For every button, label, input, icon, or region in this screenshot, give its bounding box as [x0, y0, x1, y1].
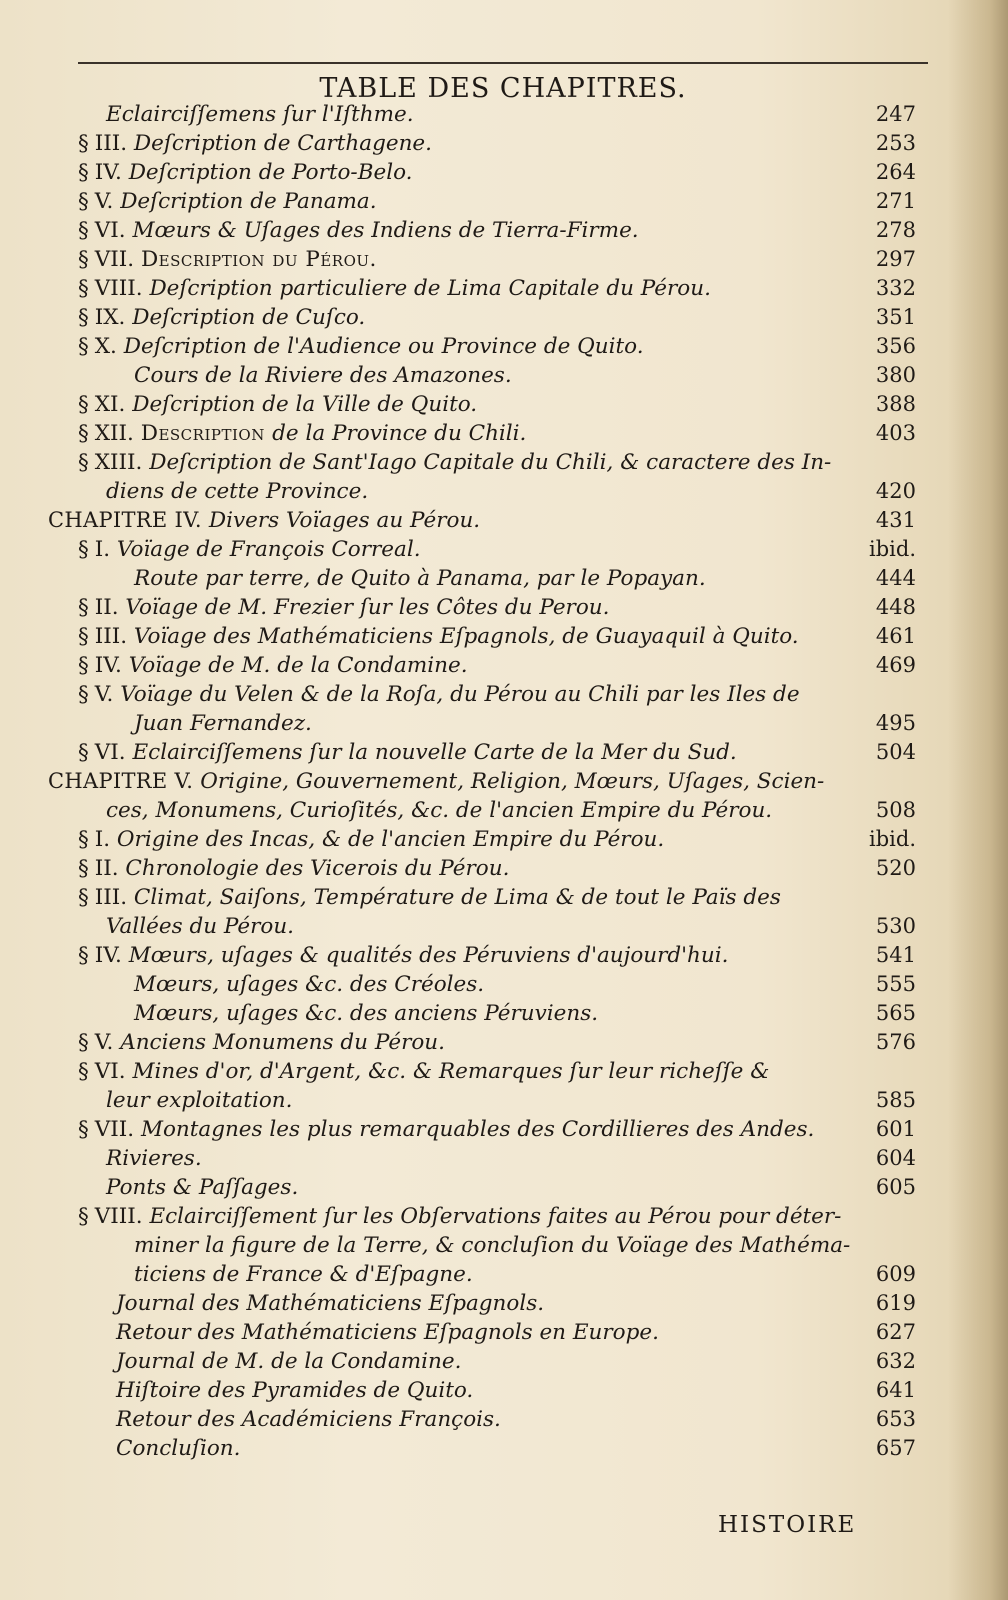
entry-text: Origine, Gouvernement, Religion, Mœurs, Uſages, Scien- [200, 769, 825, 794]
toc-entry [48, 1202, 916, 1231]
entry-text: Journal des Mathématiciens Eſpagnols. [116, 1291, 545, 1316]
section-number: X. [94, 334, 124, 359]
toc-entry-title [78, 216, 639, 245]
section-number: III. [94, 624, 134, 649]
toc-entry-title [106, 100, 414, 129]
small-caps-title: Description du Pérou. [140, 247, 377, 272]
section-number: III. [94, 885, 134, 910]
page-number: 653 [875, 1407, 916, 1431]
toc-entry [48, 100, 916, 129]
entry-text: Deſcription de Sant'Iago Capitale du Chili, & caractere des In- [149, 450, 832, 475]
toc-entry-title [78, 448, 831, 477]
entry-text: leur exploitation. [106, 1088, 293, 1113]
toc-entry [48, 999, 916, 1028]
toc-entry [48, 1144, 916, 1173]
small-caps-title: Description [140, 421, 273, 446]
page-number: 604 [875, 1146, 916, 1170]
page-number: 380 [875, 363, 916, 387]
toc-entry-title [78, 883, 781, 912]
page-number: 247 [875, 102, 916, 126]
entry-text: diens de cette Province. [106, 479, 369, 504]
page-number: 530 [875, 914, 916, 938]
toc-entry-title [78, 303, 365, 332]
entry-text: Climat, Saiſons, Température de Lima & de tout le Païs des [133, 885, 781, 910]
toc-entry [48, 1289, 916, 1318]
page-number: 641 [875, 1378, 916, 1402]
page-number: 504 [875, 740, 916, 764]
toc-entry [48, 564, 916, 593]
toc-entry-title [78, 274, 711, 303]
entry-text: Mines d'or, d'Argent, &c. & Remarques ſur leur richeſſe & [132, 1059, 770, 1084]
toc-entry [48, 1231, 916, 1260]
section-mark: § [78, 450, 89, 475]
toc-entry [48, 912, 916, 941]
section-number: III. [94, 131, 134, 156]
toc-entry-title [116, 1434, 240, 1463]
page-number: 351 [875, 305, 916, 329]
toc-entry-title [106, 477, 368, 506]
section-mark: § [78, 740, 89, 765]
entry-text: ces, Monumens, Curioſités, &c. de l'ancien Empire du Pérou. [106, 798, 773, 823]
page-number: 495 [875, 711, 916, 735]
page-number: ibid. [869, 537, 916, 561]
page-gutter-shadow [948, 0, 1008, 1600]
entry-text: Origine des Incas, & de l'ancien Empire du Pérou. [116, 827, 665, 852]
page-number: 632 [875, 1349, 916, 1373]
toc-entry [48, 419, 916, 448]
toc-entry [48, 767, 916, 796]
page-number: 619 [875, 1291, 916, 1315]
toc-entry-title [106, 1173, 298, 1202]
toc-entry-title [134, 709, 312, 738]
toc-entry [48, 970, 916, 999]
section-mark: § [78, 537, 89, 562]
toc-entry [48, 709, 916, 738]
section-number: IV. [94, 943, 129, 968]
toc-entry-title [116, 1376, 473, 1405]
entry-text: Ponts & Paſſages. [106, 1175, 299, 1200]
toc-entry [48, 1057, 916, 1086]
section-number: II. [94, 595, 126, 620]
entry-text: Voïage des Mathématiciens Eſpagnols, de Guayaquil à Quito. [133, 624, 799, 649]
entry-text: Divers Voïages au Pérou. [208, 508, 481, 533]
toc-entry [48, 390, 916, 419]
toc-entry-title [134, 1260, 473, 1289]
entry-text: Deſcription de Porto-Belo. [128, 160, 413, 185]
toc-entry-title [78, 419, 526, 448]
toc-entry-title [78, 332, 644, 361]
page-number: 332 [875, 276, 916, 300]
toc-entry [48, 1028, 916, 1057]
page-number: 297 [875, 247, 916, 271]
entry-text: Deſcription particuliere de Lima Capitale du Pérou. [149, 276, 711, 301]
section-mark: § [78, 421, 89, 446]
section-mark: § [78, 595, 89, 620]
page-number: ibid. [869, 827, 916, 851]
page-number: 278 [875, 218, 916, 242]
entry-text: Mœurs, uſages &c. des Créoles. [134, 972, 485, 997]
section-mark: § [78, 392, 89, 417]
toc-entry-title [116, 1347, 461, 1376]
toc-entry [48, 593, 916, 622]
page-number: 253 [875, 131, 916, 155]
section-mark: § [78, 247, 89, 272]
toc-entry [48, 941, 916, 970]
toc-entry-title [78, 158, 413, 187]
section-number: VII. [94, 247, 141, 272]
entry-text: Concluſion. [116, 1436, 241, 1461]
entry-text: Montagnes les plus remarquables des Cordillieres des Andes. [140, 1117, 815, 1142]
toc-entry [48, 1434, 916, 1463]
page-number: 469 [875, 653, 916, 677]
toc-entry [48, 883, 916, 912]
toc-entry-title [78, 738, 737, 767]
running-header [78, 62, 928, 104]
page-number: 627 [875, 1320, 916, 1344]
section-mark: § [78, 160, 89, 185]
toc-entry [48, 1260, 916, 1289]
toc-entry-title [106, 912, 294, 941]
toc-entry-title [78, 1028, 445, 1057]
entry-text: Chronologie des Vicerois du Pérou. [125, 856, 510, 881]
page-number: 576 [875, 1030, 916, 1054]
page-number: 444 [875, 566, 916, 590]
page-number: 609 [875, 1262, 916, 1286]
entry-text: Deſcription de Panama. [120, 189, 377, 214]
page-number: 565 [875, 1001, 916, 1025]
section-mark: § [78, 653, 89, 678]
toc-entry-title [78, 941, 728, 970]
section-mark: § [78, 885, 89, 910]
toc-entry [48, 680, 916, 709]
section-mark: § [78, 943, 89, 968]
section-number: XII. [94, 421, 141, 446]
toc-entry-title [78, 680, 800, 709]
entry-text: Journal de M. de la Condamine. [116, 1349, 462, 1374]
toc-entry [48, 796, 916, 825]
entry-text: Eclairciſſemens ſur la nouvelle Carte de la Mer du Sud. [132, 740, 737, 765]
section-mark: § [78, 1117, 89, 1142]
catchword: HISTOIRE [718, 1512, 857, 1538]
entry-text: Retour des Mathématiciens Eſpagnols en Europe. [116, 1320, 659, 1345]
section-mark: § [78, 218, 89, 243]
entry-text: Voïage du Velen & de la Roſa, du Pérou au Chili par les Iles de [120, 682, 800, 707]
toc-entry-title [134, 999, 598, 1028]
toc-entry-title [78, 245, 377, 274]
entry-text: Deſcription de la Ville de Quito. [132, 392, 478, 417]
section-mark: § [78, 624, 89, 649]
toc-entry-title [78, 1202, 841, 1231]
entry-text: Mœurs, uſages &c. des anciens Péruviens. [134, 1001, 599, 1026]
toc-entry-title [78, 651, 468, 680]
section-mark: § [78, 276, 89, 301]
entry-text: Eclairciſſemens ſur l'Iſthme. [106, 102, 414, 127]
entry-text: de la Province du Chili. [272, 421, 527, 446]
entry-text: miner la figure de la Terre, & concluſion du Voïage des Mathéma- [134, 1233, 851, 1258]
page-number: 388 [875, 392, 916, 416]
toc-entry-title [134, 361, 512, 390]
entry-text: Juan Fernandez. [134, 711, 312, 736]
toc-entry [48, 274, 916, 303]
toc-entry [48, 535, 916, 564]
section-mark: § [78, 189, 89, 214]
section-number: XIII. [94, 450, 150, 475]
page-title: TABLE DES CHAPITRES. [319, 73, 687, 104]
entry-text: Retour des Académiciens François. [116, 1407, 501, 1432]
toc-entry-title [48, 767, 824, 796]
toc-entry-title [78, 825, 664, 854]
section-mark: § [78, 827, 89, 852]
page-number: 605 [875, 1175, 916, 1199]
section-number: VIII. [94, 1204, 150, 1229]
section-mark: § [78, 1030, 89, 1055]
entry-text: Hiſtoire des Pyramides de Quito. [116, 1378, 474, 1403]
section-mark: § [78, 334, 89, 359]
toc-entry [48, 1376, 916, 1405]
section-mark: § [78, 1059, 89, 1084]
toc-entry [48, 332, 916, 361]
toc-entry-title [106, 1144, 202, 1173]
entry-text: Voïage de M. Frezier ſur les Côtes du Perou. [125, 595, 610, 620]
entry-text: Deſcription de Carthagene. [133, 131, 432, 156]
entry-text: Mœurs & Uſages des Indiens de Tierra-Firme. [132, 218, 639, 243]
page-number: 555 [875, 972, 916, 996]
toc-entry [48, 303, 916, 332]
entry-text: Route par terre, de Quito à Panama, par le Popayan. [134, 566, 706, 591]
toc-entry [48, 622, 916, 651]
table-of-contents [48, 100, 916, 1463]
entry-text: Deſcription de l'Audience ou Province de Quito. [123, 334, 644, 359]
toc-entry-title [78, 1115, 814, 1144]
section-number: VIII. [94, 276, 150, 301]
toc-entry-title [106, 1086, 292, 1115]
page-number: 420 [875, 479, 916, 503]
toc-entry [48, 854, 916, 883]
page-number: 448 [875, 595, 916, 619]
page-number: 601 [875, 1117, 916, 1141]
page-number: 431 [875, 508, 916, 532]
page-number: 403 [875, 421, 916, 445]
section-mark: § [78, 305, 89, 330]
page-number: 508 [875, 798, 916, 822]
section-number: VI. [94, 218, 133, 243]
page-number: 541 [875, 943, 916, 967]
toc-entry-title [78, 535, 421, 564]
toc-entry-title [48, 506, 480, 535]
section-number: I. [94, 537, 117, 562]
toc-entry [48, 506, 916, 535]
section-mark: § [78, 1204, 89, 1229]
toc-entry [48, 187, 916, 216]
section-number: V. [94, 682, 121, 707]
entry-text: Cours de la Riviere des Amazones. [134, 363, 512, 388]
section-number: VI. [94, 1059, 133, 1084]
toc-entry-title [78, 129, 432, 158]
page-number: 520 [875, 856, 916, 880]
toc-entry-title [78, 593, 609, 622]
toc-entry-title [134, 970, 484, 999]
page-number: 271 [875, 189, 916, 213]
section-number: IV. [94, 653, 129, 678]
toc-entry [48, 158, 916, 187]
toc-entry [48, 651, 916, 680]
entry-text: Vallées du Pérou. [106, 914, 295, 939]
section-number: I. [94, 827, 117, 852]
entry-text: Rivieres. [106, 1146, 202, 1171]
toc-entry-title [134, 564, 706, 593]
toc-entry-title [78, 622, 799, 651]
section-number: II. [94, 856, 126, 881]
entry-text: Voïage de M. de la Condamine. [128, 653, 468, 678]
section-number: IX. [94, 305, 133, 330]
chapter-label: CHAPITRE V. [48, 769, 201, 793]
section-mark: § [78, 856, 89, 881]
entry-text: ticiens de France & d'Eſpagne. [134, 1262, 473, 1287]
section-number: V. [94, 1030, 121, 1055]
entry-text: Deſcription de Cuſco. [132, 305, 366, 330]
toc-entry-title [106, 796, 772, 825]
toc-entry-title [116, 1405, 501, 1434]
toc-entry-title [134, 1231, 850, 1260]
page-number: 356 [875, 334, 916, 358]
entry-text: Eclairciſſement ſur les Obſervations faites au Pérou pour déter- [149, 1204, 842, 1229]
section-mark: § [78, 682, 89, 707]
entry-text: Anciens Monumens du Pérou. [120, 1030, 445, 1055]
entry-text: Voïage de François Correal. [116, 537, 421, 562]
toc-entry [48, 1173, 916, 1202]
toc-entry [48, 825, 916, 854]
toc-entry-title [78, 390, 477, 419]
page-number: 264 [875, 160, 916, 184]
toc-entry-title [78, 187, 377, 216]
toc-entry [48, 245, 916, 274]
section-number: IV. [94, 160, 129, 185]
toc-entry [48, 361, 916, 390]
page-number: 585 [875, 1088, 916, 1112]
toc-entry [48, 738, 916, 767]
toc-entry [48, 1347, 916, 1376]
page-number: 657 [875, 1436, 916, 1460]
toc-entry [48, 1115, 916, 1144]
toc-entry [48, 448, 916, 477]
toc-entry-title [78, 1057, 769, 1086]
section-number: VI. [94, 740, 133, 765]
page-number: 461 [875, 624, 916, 648]
toc-entry [48, 1086, 916, 1115]
toc-entry [48, 477, 916, 506]
toc-entry [48, 216, 916, 245]
section-number: V. [94, 189, 121, 214]
section-mark: § [78, 131, 89, 156]
toc-entry-title [116, 1289, 544, 1318]
chapter-label: CHAPITRE IV. [48, 508, 209, 532]
toc-entry [48, 129, 916, 158]
section-number: VII. [94, 1117, 141, 1142]
entry-text: Mœurs, uſages & qualités des Péruviens d'aujourd'hui. [128, 943, 729, 968]
section-number: XI. [94, 392, 133, 417]
toc-entry-title [78, 854, 509, 883]
toc-entry-title [116, 1318, 659, 1347]
toc-entry [48, 1405, 916, 1434]
toc-entry [48, 1318, 916, 1347]
